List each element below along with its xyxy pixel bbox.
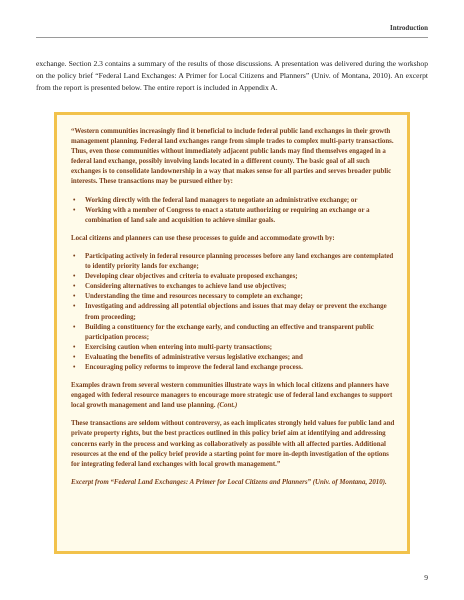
list-item: • Working with a member of Congress to enact a statute authorizing or requiring an exchange or a combination of land sale and acquisition to achieve similar goals. (71, 206, 397, 226)
list-item: • Encouraging policy reforms to improve the federal land exchange process. (71, 363, 397, 373)
list-item: • Evaluating the benefits of administrative versus legislative exchanges; and (71, 353, 397, 363)
excerpt-citation: Excerpt from “Federal Land Exchanges: A Primer for Local Citizens and Planners” (Univ. of Montana, 2010). (71, 478, 387, 486)
excerpt-paragraph-1: “Western communities increasingly find it beneficial to include federal public land exchanges in their growth management planning. Federal land exchanges range from simple trades to complex multi‐party transactions. Thus, even those communities without immediately adjacent public lands may find themselves engaged in a federal land exchange, possibly involving lands located in a different county. The basic goal of all such exchanges is to consolidate landownership in a way that makes sense for all parties and serves broader public interests. These transactions may be pursued either by: (71, 128, 394, 186)
list-item: • Working directly with the federal land managers to negotiate an administrative exchange; or (71, 196, 397, 206)
list-item: • Considering alternatives to exchanges to achieve land use objectives; (71, 282, 397, 292)
list-item: • Investigating and addressing all potential objections and issues that may delay or prevent the exchange from proceeding; (71, 302, 397, 322)
excerpt-paragraph-3 (71, 381, 397, 411)
list-item: • Developing clear objectives and criteria to evaluate proposed exchanges; (71, 272, 397, 282)
excerpt-paragraph-4: These transactions are seldom without controversy, as each implicates strongly held values for public land and private property rights, but the best practices outlined in this policy brief aim at identifying and addressing concerns early in the process and working as collaboratively as possible with all affected parties. Additional resources at the end of the policy brief provide a starting point for more in‐depth investigation of the options for integrating federal land exchanges with local growth management.” (71, 420, 395, 468)
excerpt-box (54, 112, 410, 554)
list-item: • Understanding the time and resources necessary to complete an exchange; (71, 292, 397, 302)
continued-note: (Cont.) (217, 402, 238, 410)
page-number: 9 (424, 573, 428, 582)
list-item: • Exercising caution when entering into multi‐party transactions; (71, 343, 397, 353)
intro-paragraph: exchange. Section 2.3 contains a summary of the results of those discussions. A presentation was delivered during the workshop on the policy brief “Federal Land Exchanges: A Primer for Local Citizens and Planners” (Univ. of Montana, 2010). An excerpt from the report is presented below. The entire report is included in Appendix A. (36, 59, 428, 93)
growth-strategies-list (71, 252, 397, 373)
excerpt-paragraph-2: Local citizens and planners can use these processes to guide and accommodate growth by: (71, 234, 335, 242)
section-title: Introduction (390, 24, 428, 32)
list-item: • Participating actively in federal resource planning processes before any land exchanges are contemplated to identify priority lands for exchange; (71, 252, 397, 272)
running-header (36, 22, 428, 38)
exchange-methods-list (71, 196, 397, 226)
paragraph-text: Examples drawn from several western communities illustrate ways in which local citizens and planners have engaged with federal resource managers to encourage more strategic use of federal land exchanges to support local growth management and land use planning. (71, 382, 393, 410)
list-item: • Building a constituency for the exchange early, and conducting an effective and transparent public participation process; (71, 323, 397, 343)
